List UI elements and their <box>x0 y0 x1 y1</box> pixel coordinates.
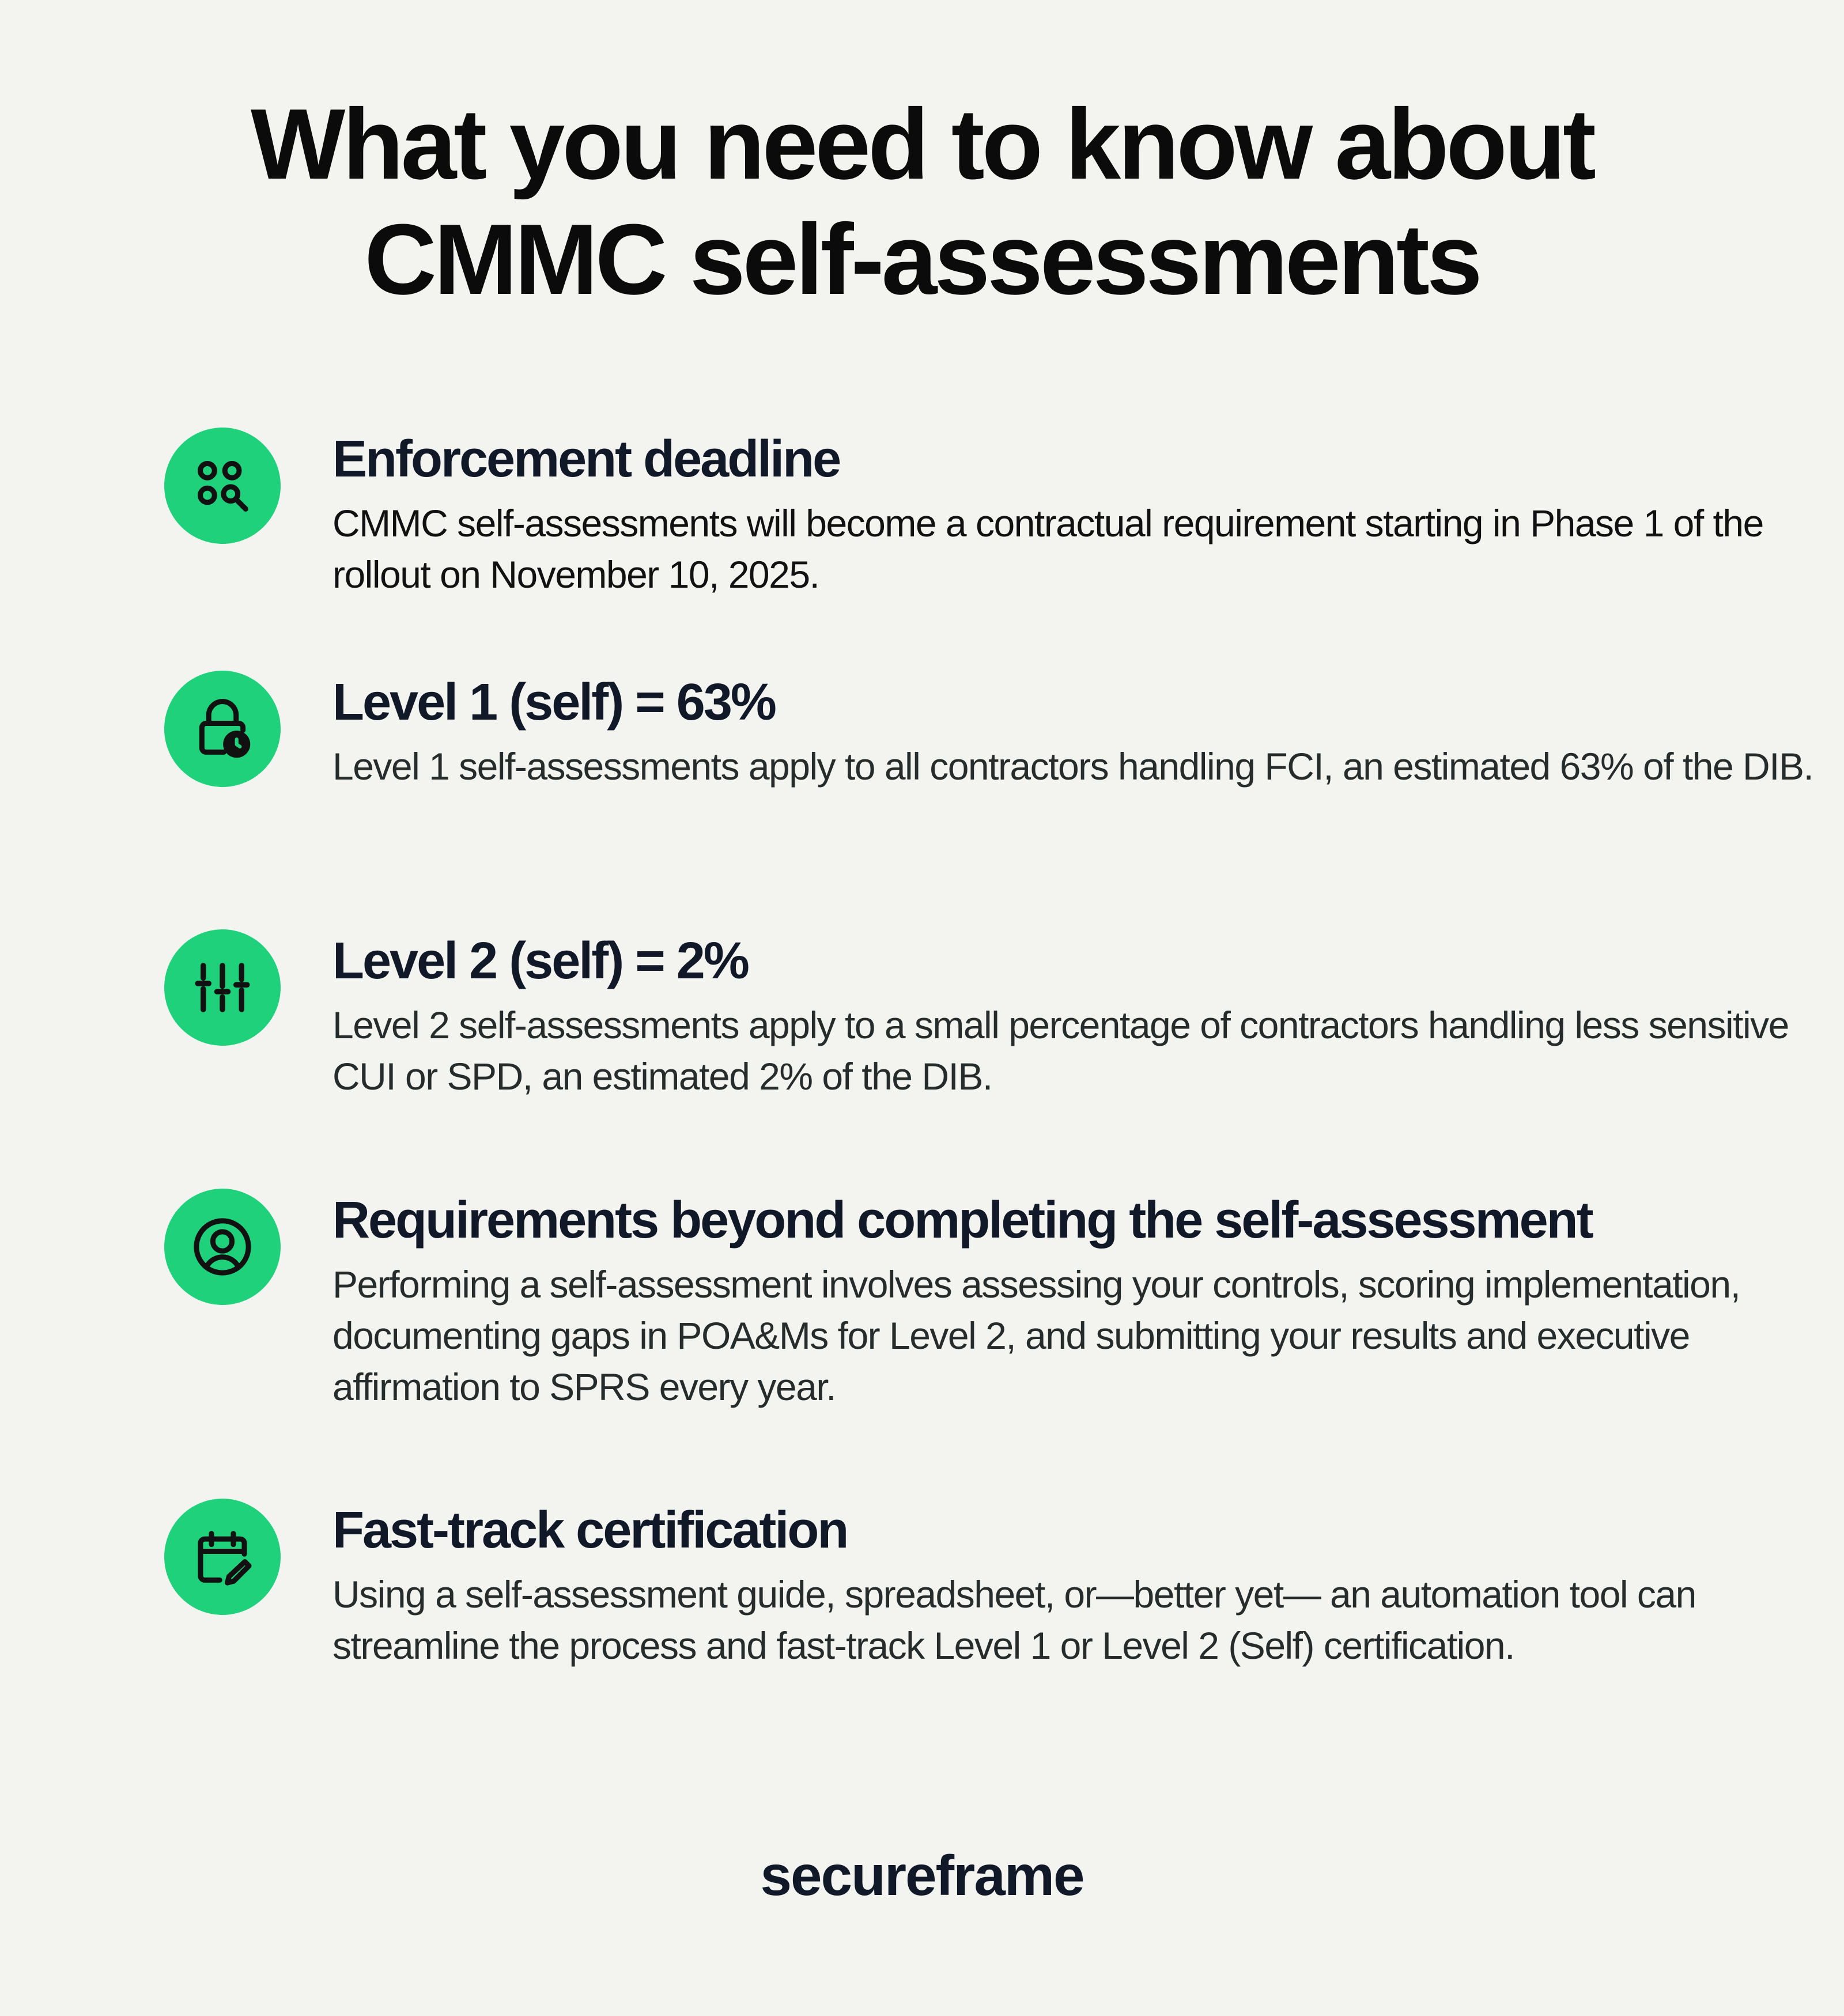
user-circle-icon <box>190 1214 255 1280</box>
sliders-icon <box>190 955 255 1020</box>
item-heading: Requirements beyond completing the self-assessment <box>332 1192 1592 1249</box>
item-heading: Enforcement deadline <box>332 430 840 488</box>
item-body: CMMC self-assessments will become a contractual requirement starting in Phase 1 of the rollout on November 10, 2025. <box>332 502 1763 596</box>
item-body: Using a self-assessment guide, spreadsheet, or—better yet— an automation tool can streamline the process and fast-track Level 1 or Level 2 (Self) certification. <box>332 1573 1696 1667</box>
item-body: Level 2 self-assessments apply to a small percentage of contractors handling less sensitive CUI or SPD, an estimated 2% of the DIB. <box>332 1004 1789 1098</box>
item-text <box>332 929 1842 1102</box>
icon-badge <box>164 1189 281 1305</box>
icon-badge <box>164 671 281 787</box>
item-heading: Level 2 (self) = 2% <box>332 932 748 990</box>
item-body: Performing a self-assessment involves assessing your controls, scoring implementation, documenting gaps in POA&Ms for Level 2, and submitting your results and executive affirmation to SPRS every year. <box>332 1263 1740 1408</box>
lock-clock-icon <box>190 696 255 762</box>
apps-search-icon <box>190 453 255 519</box>
item-text <box>332 1189 1842 1413</box>
calendar-edit-icon <box>190 1524 255 1590</box>
icon-badge <box>164 428 281 544</box>
item-body: Level 1 self-assessments apply to all contractors handling FCI, an estimated 63% of the DIB. <box>332 745 1813 788</box>
item-text <box>332 671 1842 792</box>
title-line-1: What you need to know about <box>251 88 1593 200</box>
secureframe-logo: secureframe <box>760 1844 1084 1907</box>
item-text <box>332 428 1842 600</box>
item-text <box>332 1499 1842 1671</box>
title-line-2: CMMC self-assessments <box>364 203 1480 315</box>
item-heading: Fast-track certification <box>332 1501 848 1559</box>
page-title <box>0 86 1844 317</box>
icon-badge <box>164 1499 281 1615</box>
item-heading: Level 1 (self) = 63% <box>332 674 775 731</box>
icon-badge <box>164 929 281 1046</box>
